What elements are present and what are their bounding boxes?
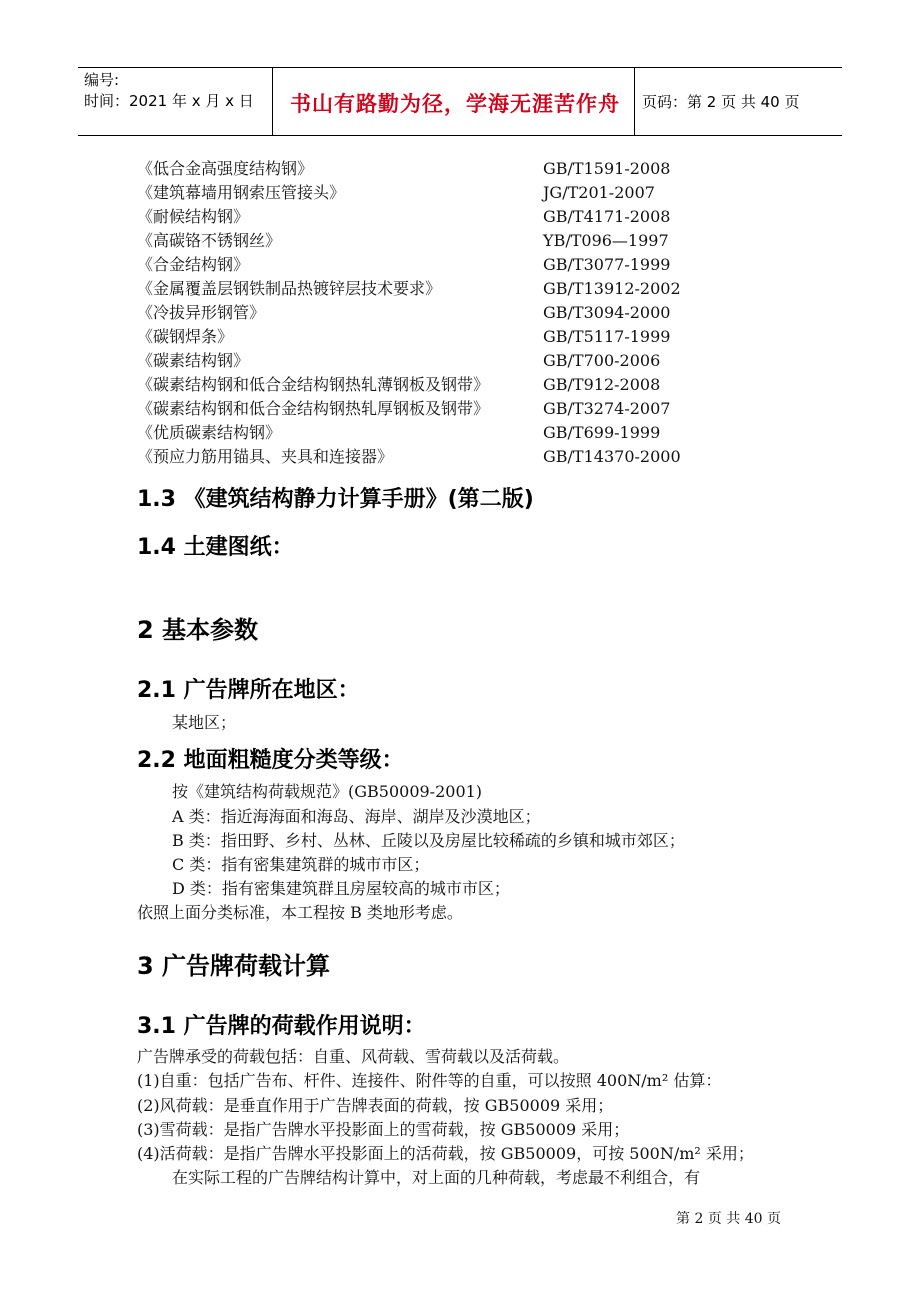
header-motto: 书山有路勤为径，学海无涯苦作舟 <box>290 92 620 116</box>
header-number-label: 编号: <box>84 71 120 89</box>
roughness-conclusion: 依照上面分类标准，本工程按 B 类地形考虑。 <box>137 903 463 922</box>
standard-code: GB/T912-2008 <box>543 375 661 394</box>
header-page-info: 页码：第 2 页 共 40 页 <box>642 93 800 111</box>
standard-code: GB/T13912-2002 <box>543 279 681 298</box>
standard-name: 《耐候结构钢》 <box>137 207 250 226</box>
heading-3: 3 广告牌荷载计算 <box>137 952 331 980</box>
standard-code: GB/T3094-2000 <box>543 303 671 322</box>
roughness-line: D 类：指有密集建筑群且房屋较高的城市市区； <box>172 879 510 898</box>
standard-name: 《合金结构钢》 <box>137 255 250 274</box>
roughness-line: C 类：指有密集建筑群的城市市区； <box>172 855 430 874</box>
standard-name: 《预应力筋用锚具、夹具和连接器》 <box>137 447 394 466</box>
standard-name: 《优质碳素结构钢》 <box>137 423 282 442</box>
standard-code: GB/T3077-1999 <box>543 255 671 274</box>
heading-3-1: 3.1 广告牌的荷载作用说明： <box>137 1014 426 1039</box>
standard-name: 《低合金高强度结构钢》 <box>137 159 314 178</box>
heading-2-1: 2.1 广告牌所在地区： <box>137 678 360 703</box>
header-divider-1 <box>272 67 273 136</box>
standard-code: GB/T3274-2007 <box>543 399 671 418</box>
load-line: 广告牌承受的荷载包括：自重、风荷载、雪荷载以及活荷载。 <box>137 1047 570 1066</box>
region-text: 某地区； <box>172 713 237 732</box>
standard-name: 《建筑幕墙用钢索压管接头》 <box>137 183 346 202</box>
load-line: 在实际工程的广告牌结构计算中，对上面的几种荷载，考虑最不利组合，有 <box>172 1168 701 1187</box>
heading-2: 2 基本参数 <box>137 616 259 644</box>
standard-name: 《高碳铬不锈钢丝》 <box>137 231 282 250</box>
header-divider-2 <box>634 67 635 136</box>
standard-code: GB/T14370-2000 <box>543 447 681 466</box>
standard-name: 《碳钢焊条》 <box>137 327 234 346</box>
heading-2-2: 2.2 地面粗糙度分类等级： <box>137 748 404 773</box>
roughness-line: 按《建筑结构荷载规范》(GB50009-2001) <box>172 782 483 801</box>
standard-code: GB/T699-1999 <box>543 423 661 442</box>
load-line: (2)风荷载：是垂直作用于广告牌表面的荷载，按 GB50009 采用； <box>137 1096 614 1115</box>
load-line: (4)活荷载：是指广告牌水平投影面上的活荷载，按 GB50009，可按 500N/m² 采用； <box>137 1144 754 1163</box>
header-top-rule <box>78 67 842 68</box>
standard-name: 《碳素结构钢和低合金结构钢热轧薄钢板及钢带》 <box>137 375 490 394</box>
header-bottom-rule <box>78 135 842 136</box>
heading-1-4: 1.4 土建图纸： <box>137 535 294 560</box>
roughness-line: B 类：指田野、乡村、丛林、丘陵以及房屋比较稀疏的乡镇和城市郊区； <box>172 831 685 850</box>
load-line: (3)雪荷载：是指广告牌水平投影面上的雪荷载，按 GB50009 采用； <box>137 1120 630 1139</box>
standard-code: GB/T4171-2008 <box>543 207 671 226</box>
page-footer: 第 2 页 共 40 页 <box>676 1211 781 1227</box>
standard-code: JG/T201-2007 <box>543 183 655 202</box>
standard-name: 《冷拔异形钢管》 <box>137 303 266 322</box>
standard-code: GB/T700-2006 <box>543 351 661 370</box>
load-line: (1)自重：包括广告布、杆件、连接件、附件等的自重，可以按照 400N/m² 估算： <box>137 1071 722 1090</box>
standard-code: GB/T1591-2008 <box>543 159 671 178</box>
standard-name: 《碳素结构钢和低合金结构钢热轧厚钢板及钢带》 <box>137 399 490 418</box>
roughness-line: A 类：指近海海面和海岛、海岸、湖岸及沙漠地区； <box>172 807 541 826</box>
standard-name: 《金属覆盖层钢铁制品热镀锌层技术要求》 <box>137 279 442 298</box>
standard-code: GB/T5117-1999 <box>543 327 671 346</box>
heading-1-3: 1.3 《建筑结构静力计算手册》(第二版) <box>137 487 534 512</box>
standard-name: 《碳素结构钢》 <box>137 351 250 370</box>
standard-code: YB/T096—1997 <box>543 231 669 250</box>
header-time-label: 时间：2021 年 x 月 x 日 <box>84 92 254 110</box>
